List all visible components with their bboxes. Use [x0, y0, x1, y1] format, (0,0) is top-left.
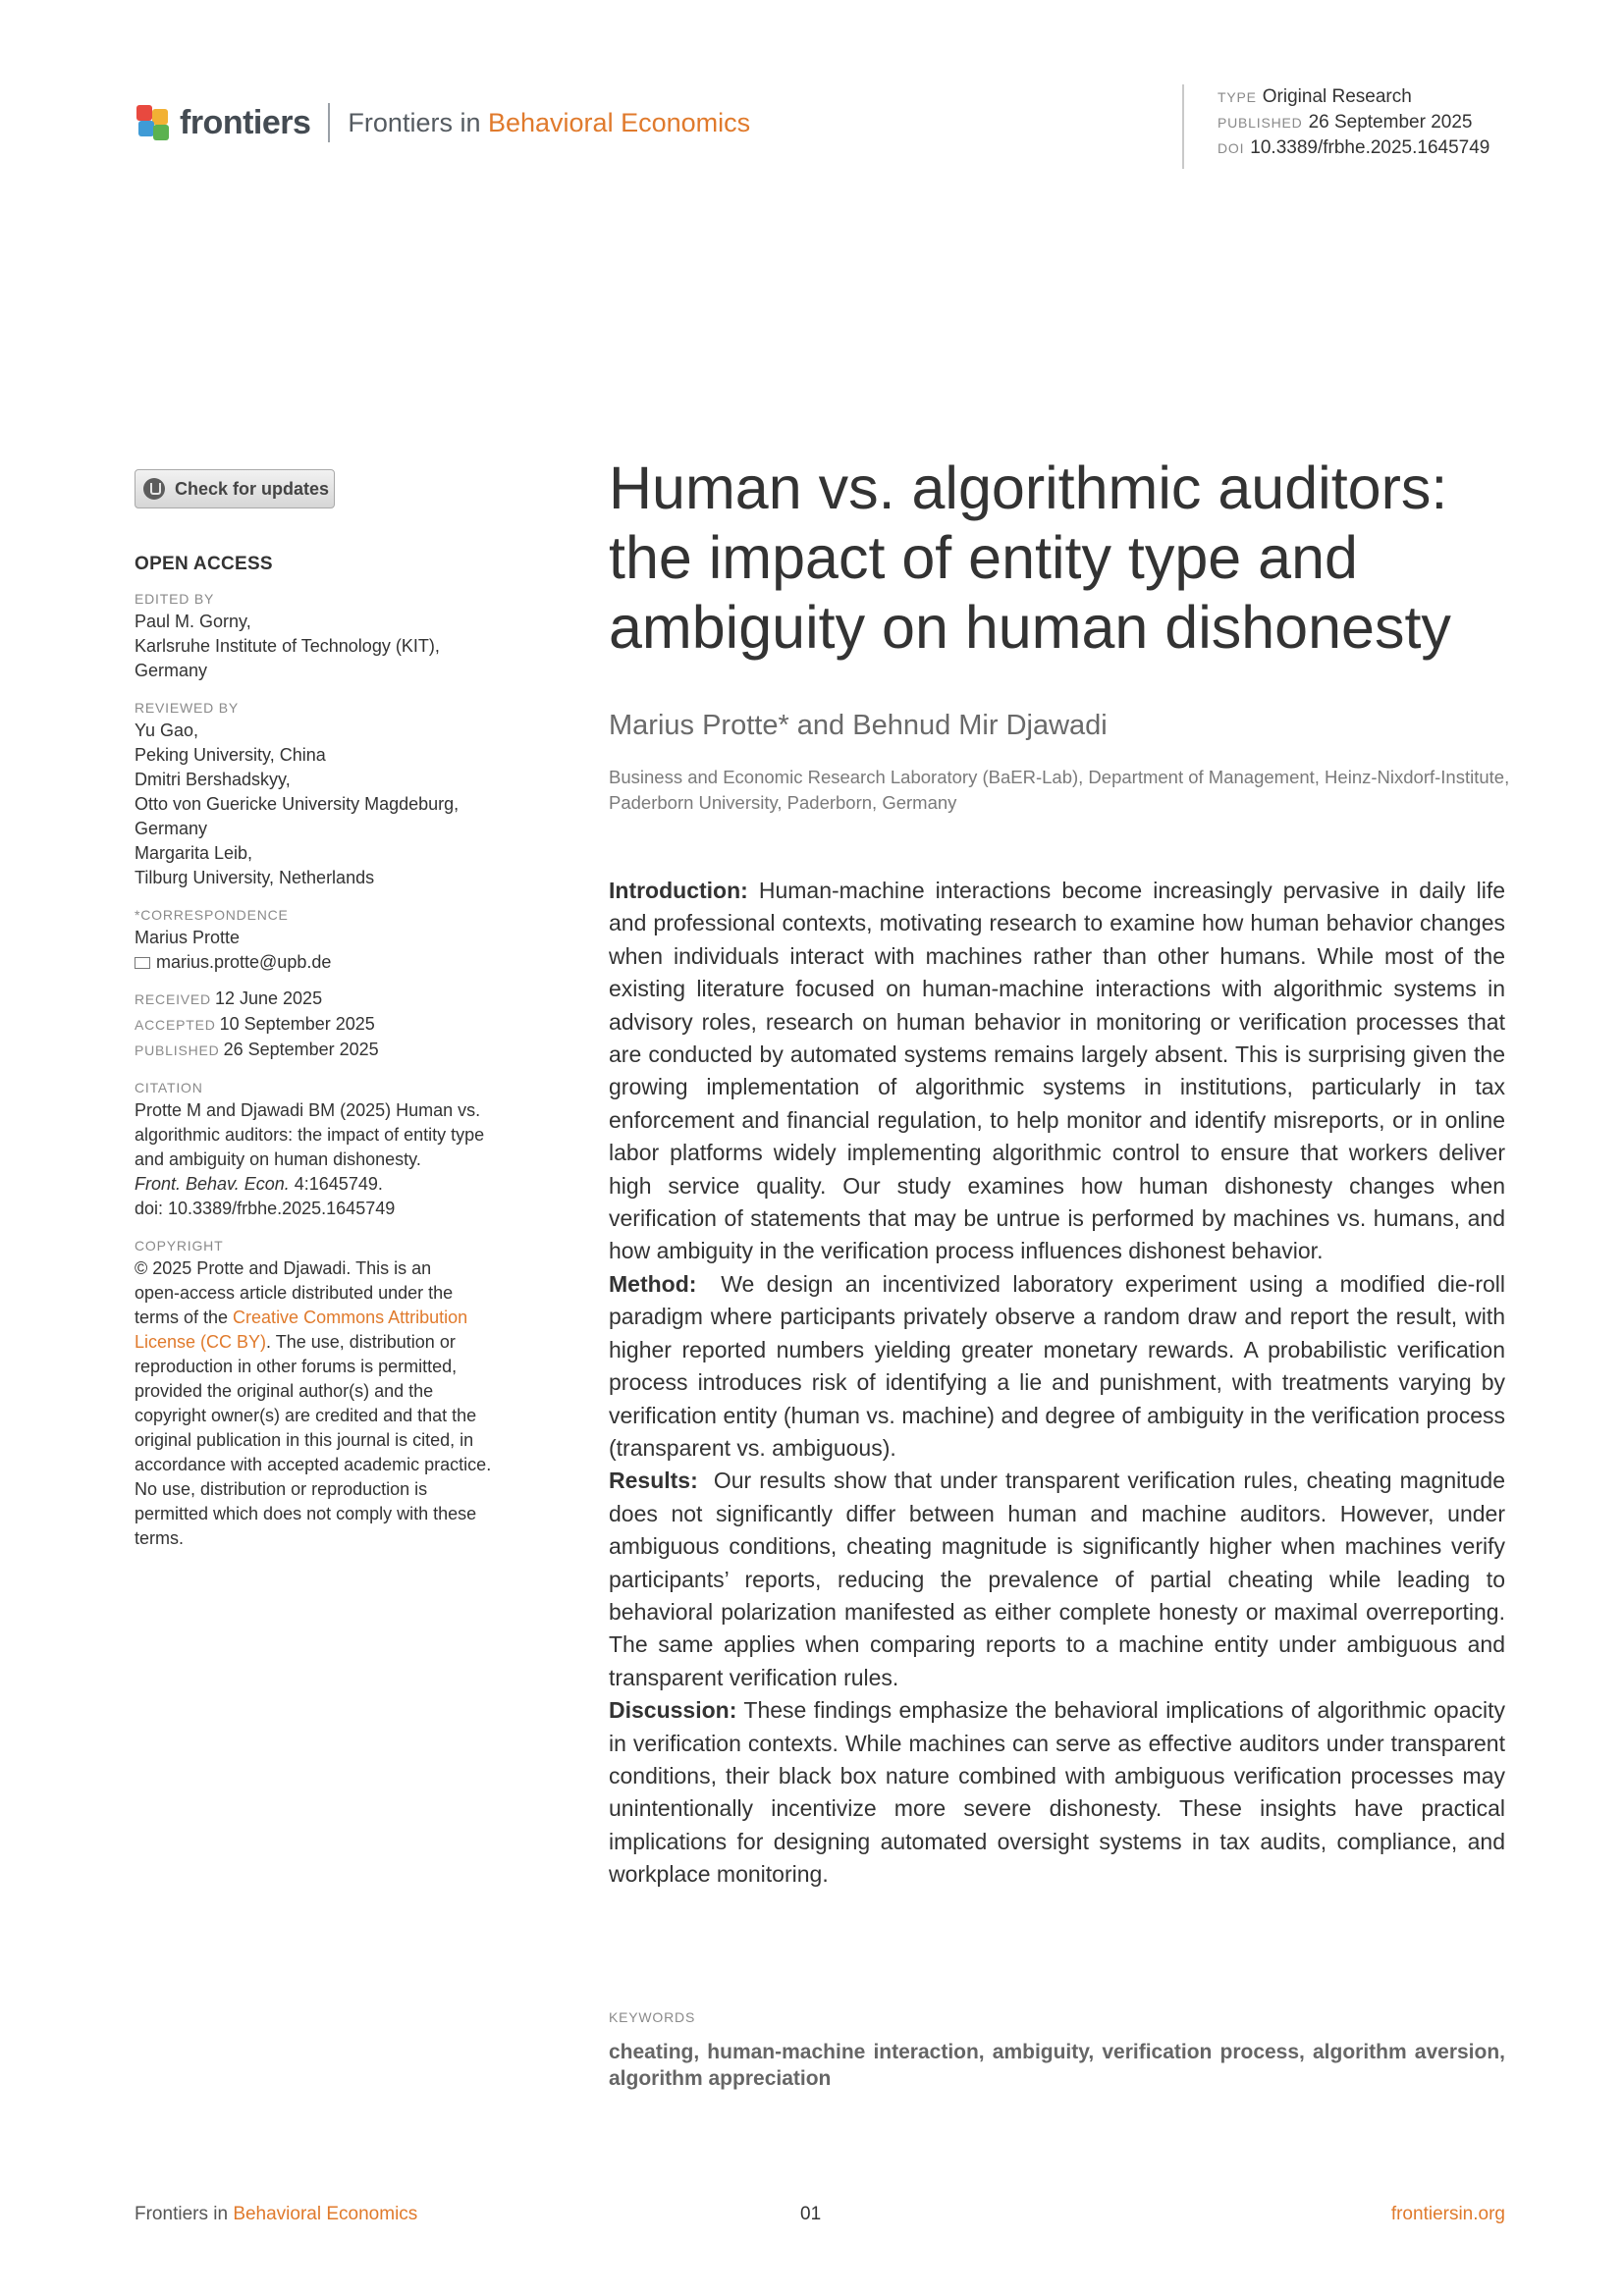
footer-journal-prefix: Frontiers in [135, 2204, 229, 2224]
received-label: RECEIVED [135, 991, 211, 1007]
discussion-heading: Discussion: [609, 1697, 737, 1724]
published-value: 26 September 2025 [1308, 112, 1473, 133]
journal-name [348, 108, 750, 138]
frontiers-logo-icon [135, 103, 172, 142]
check-for-updates-label: Check for updates [175, 478, 330, 499]
reviewed-by-label: REVIEWED BY [135, 700, 240, 716]
reviewer-line: Yu Gao, [135, 721, 199, 740]
article-affiliation: Business and Economic Research Laboratory (BaER-Lab), Department of Management, Heinz-Nixdorf-Institute, Paderborn University, Paderborn, Germany [609, 767, 1510, 813]
reviewer-line: Peking University, China [135, 745, 326, 765]
citation-doi: doi: 10.3389/frbhe.2025.1645749 [135, 1199, 396, 1218]
correspondence-label: *CORRESPONDENCE [135, 907, 289, 923]
article-title: Human vs. algorithmic auditors: the impact of entity type and ambiguity on human dishonesty [609, 454, 1451, 661]
citation-line: Protte M and Djawadi BM (2025) Human vs. [135, 1100, 481, 1120]
cc-license-link[interactable]: Creative Commons Attribution [233, 1308, 468, 1327]
type-value: Original Research [1262, 86, 1412, 107]
received-date [135, 987, 547, 1012]
accepted-label: ACCEPTED [135, 1017, 216, 1033]
reviewer-line: Tilburg University, Netherlands [135, 868, 375, 887]
frontiers-logo [135, 101, 750, 144]
accepted-date [135, 1012, 547, 1038]
page-number: 01 [800, 2204, 822, 2224]
citation-volume: 4:1645749. [294, 1174, 383, 1194]
published-label: PUBLISHED [1218, 115, 1303, 131]
copyright-line: provided the original author(s) and the [135, 1381, 434, 1401]
discussion-text: These findings emphasize the behavioral implications of algorithmic opacity in verification contexts. While machines can serve as effective auditors under transparent conditions, their black box nature combined with ambiguous verification processes may unintentionally incentivize more severe dishonesty. These insights have practical implications for designing automated oversight systems in tax audits, compliance, and workplace monitoring. [609, 1697, 1505, 1888]
copyright-line: terms. [135, 1528, 185, 1548]
citation [135, 1098, 547, 1221]
copyright-line [135, 1306, 547, 1330]
correspondence-email-line [135, 950, 547, 975]
journal-prefix: Frontiers in [348, 107, 481, 137]
received-value: 12 June 2025 [214, 988, 323, 1008]
method-text: We design an incentivized laboratory experiment using a modified die-roll paradigm where participants privately observe a random draw and report the result, with higher reported numbers yielding greater monetary rewards. A probabilistic verification process introduces risk of identifying a lie and punishment, with treatments varying by verification entity (human vs. machine) and degree of ambiguity in the verification process (transparent vs. ambiguous). [609, 1270, 1506, 1461]
copyright-label: COPYRIGHT [135, 1238, 224, 1254]
cc-license-link-cont[interactable]: License (CC BY) [135, 1332, 267, 1352]
meta-type [1218, 84, 1489, 110]
reviewer-line: Margarita Leib, [135, 843, 253, 863]
copyright [135, 1256, 547, 1551]
meta-published [1218, 110, 1489, 135]
copyright-line [135, 1330, 547, 1355]
reviewer-line: Germany [135, 819, 208, 838]
article-authors: Marius Protte* and Behnud Mir Djawadi [609, 710, 1108, 741]
copyright-line: original publication in this journal is cited, in [135, 1430, 474, 1450]
reviewer-line: Dmitri Bershadskyy, [135, 770, 291, 789]
article-meta [1182, 84, 1489, 169]
published-value: 26 September 2025 [223, 1040, 379, 1059]
edited-by-label: EDITED BY [135, 591, 215, 607]
citation-label: CITATION [135, 1080, 203, 1095]
reviewer-line: Otto von Guericke University Magdeburg, [135, 794, 460, 814]
meta-doi [1218, 135, 1489, 161]
journal-title: Behavioral Economics [487, 107, 751, 137]
dates [135, 987, 547, 1063]
copyright-line: copyright owner(s) are credited and that the [135, 1406, 477, 1425]
method-heading: Method: [609, 1270, 697, 1297]
published-label: PUBLISHED [135, 1042, 220, 1058]
doi-label: DOI [1218, 140, 1245, 156]
doi-value[interactable]: 10.3389/frbhe.2025.1645749 [1250, 137, 1490, 158]
type-label: TYPE [1218, 89, 1257, 105]
copyright-text: terms of the [135, 1308, 234, 1327]
edited-by [135, 610, 547, 683]
abstract [609, 875, 1505, 1892]
copyright-line: No use, distribution or reproduction is [135, 1479, 428, 1499]
keywords: cheating, human-machine interaction, ambiguity, verification process, algorithm aversion, algorithm appreciation [609, 2041, 1505, 2090]
correspondence [135, 926, 547, 975]
introduction-heading: Introduction: [609, 878, 748, 903]
abstract-method [609, 1268, 1505, 1465]
sidebar [135, 469, 547, 1551]
citation-line: algorithmic auditors: the impact of entity type [135, 1125, 485, 1145]
correspondence-email[interactable]: marius.protte@upb.de [156, 952, 332, 972]
reviewed-by [135, 719, 547, 890]
citation-journal: Front. Behav. Econ. [135, 1174, 290, 1194]
results-heading: Results: [609, 1468, 698, 1494]
editor-line: Paul M. Gorny, [135, 612, 251, 631]
bookmark-icon [143, 478, 165, 500]
accepted-value: 10 September 2025 [219, 1014, 375, 1034]
abstract-discussion [609, 1694, 1505, 1891]
logo-divider [328, 103, 330, 142]
copyright-line: permitted which does not comply with these [135, 1504, 477, 1523]
abstract-results [609, 1465, 1505, 1694]
published-date [135, 1038, 547, 1063]
copyright-line: accordance with accepted academic practice. [135, 1455, 492, 1474]
results-text: Our results show that under transparent verification rules, cheating magnitude does not significantly differ between human and machine auditors. However, under ambiguous conditions, cheating magnitude is significantly higher when machines verify participants’ reports, reducing the prevalence of partial cheating while leading to behavioral polarization manifested as either complete honesty or maximal overreporting. The same applies when comparing reports to a machine entity under ambiguous and transparent verification rules. [609, 1468, 1505, 1690]
copyright-line: © 2025 Protte and Djawadi. This is an [135, 1258, 432, 1278]
introduction-text: Human-machine interactions become increasingly pervasive in daily life and professional contexts, motivating research to examine how human behavior changes when individuals interact with machines rather than other humans. While most of the existing literature focused on human-machine interactions with algorithmic systems in advisory roles, research on human behavior in monitoring or verification processes that are conducted by automated systems remains largely absent. This is surprising given the growing implementation of algorithmic systems in institutions, particularly in tax enforcement and financial regulation, to help monitor and identify misreports, or in online labor platforms widely implementing algorithmic control to ensure that workers deliver high service quality. Our study examines how human dishonesty changes when verification of statements that may be untrue is performed by machines vs. humans, and how ambiguity in the verification process influences dishonest behavior. [609, 878, 1506, 1264]
footer-journal [135, 2204, 417, 2225]
citation-journal-line [135, 1172, 547, 1197]
check-for-updates-button[interactable] [135, 469, 335, 508]
copyright-line: reproduction in other forums is permitted, [135, 1357, 458, 1376]
logo-wordmark: frontiers [180, 103, 311, 141]
editor-line: Germany [135, 661, 208, 680]
footer-site-link[interactable]: frontiersin.org [1390, 2204, 1505, 2224]
keywords-label: KEYWORDS [609, 2009, 696, 2025]
open-access-label: OPEN ACCESS [135, 554, 273, 574]
copyright-line: open-access article distributed under the [135, 1283, 454, 1303]
citation-line: and ambiguity on human dishonesty. [135, 1149, 421, 1169]
editor-line: Karlsruhe Institute of Technology (KIT), [135, 636, 440, 656]
abstract-introduction [609, 875, 1505, 1268]
correspondence-name: Marius Protte [135, 928, 241, 947]
footer-journal-name: Behavioral Economics [233, 2204, 418, 2224]
envelope-icon [135, 957, 150, 969]
copyright-text: . The use, distribution or [266, 1332, 456, 1352]
